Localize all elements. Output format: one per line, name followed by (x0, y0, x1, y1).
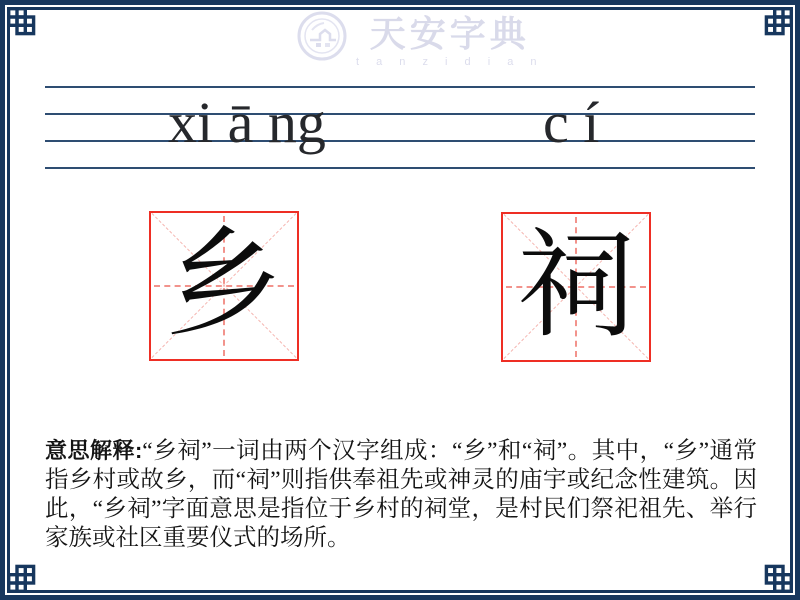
character-box-xiang (149, 211, 299, 361)
brand-subtitle: t a n z i d i a n (356, 55, 544, 68)
hanzi-ci: 祠 (516, 221, 635, 352)
definition-paragraph (45, 436, 757, 553)
seal-icon (296, 10, 348, 62)
fret-corner-icon (757, 7, 793, 43)
pinyin-guideline (45, 140, 755, 142)
pinyin-syllable-ci: c í (543, 90, 600, 155)
brand-title: 天安字典 (369, 14, 530, 54)
definition-label: 意思解释: (45, 437, 143, 463)
pinyin-syllable-xiang: xi ā ng (168, 90, 326, 155)
fret-corner-icon (7, 7, 43, 43)
fret-corner-icon (7, 557, 43, 593)
hanzi-xiang: 乡 (164, 220, 283, 351)
fret-corner-icon (757, 557, 793, 593)
pinyin-guideline (45, 167, 755, 169)
definition-text: “乡祠”一词由两个汉字组成：“乡”和“祠”。其中，“乡”通常指乡村或故乡，而“祠”则指供奉祖先或神灵的庙宇或纪念性建筑。因此，“乡祠”字面意思是指位于乡村的祠堂，是村民们祭祀祖先、举行家族或社区重要仪式的场所。 (45, 437, 757, 551)
brand-header (296, 10, 543, 68)
pinyin-guideline (45, 113, 755, 115)
pinyin-guideline (45, 86, 755, 88)
character-box-ci (501, 212, 651, 362)
